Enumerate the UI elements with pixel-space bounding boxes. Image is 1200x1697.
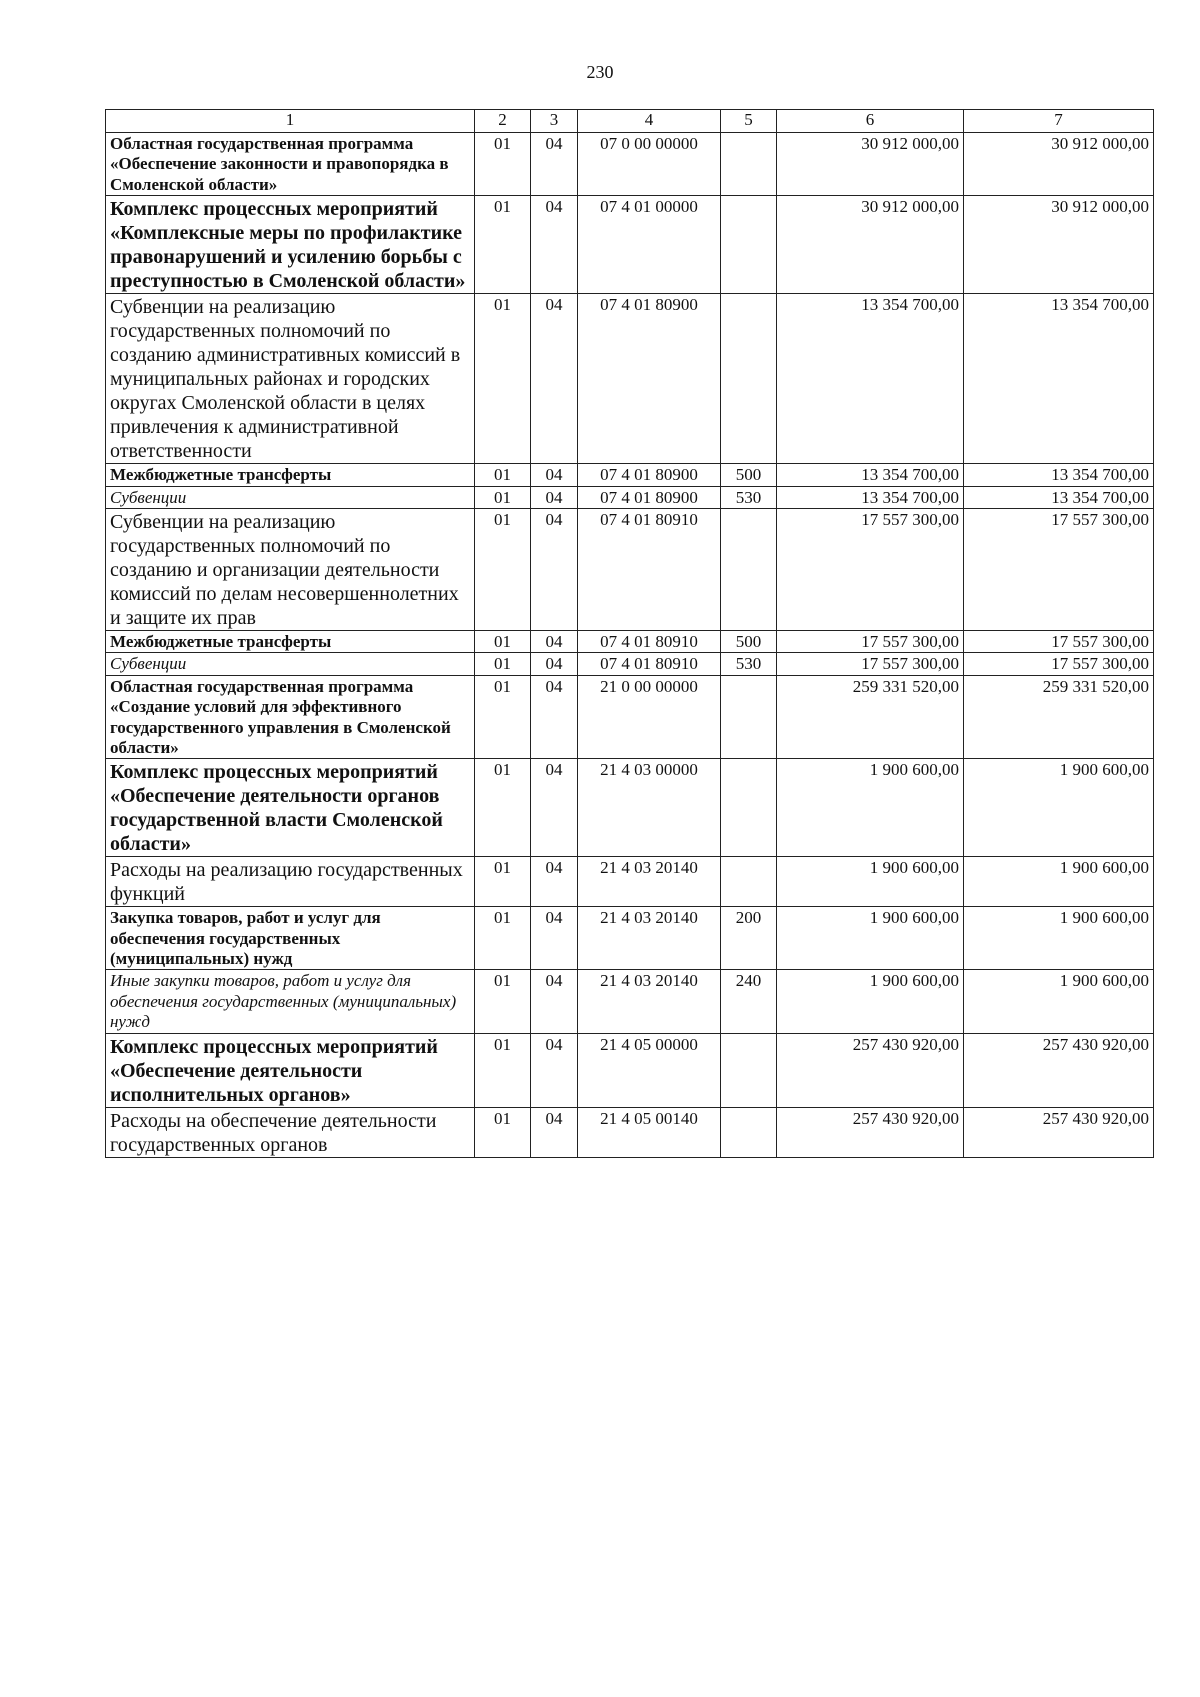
- subsection-code: 04: [531, 294, 578, 464]
- amount-year-1: 17 557 300,00: [777, 508, 964, 630]
- subsection-code: 04: [531, 1107, 578, 1157]
- row-name: Межбюджетные трансферты: [106, 630, 475, 652]
- amount-year-1: 13 354 700,00: [777, 294, 964, 464]
- subsection-code: 04: [531, 508, 578, 630]
- expense-type-code: 240: [721, 970, 777, 1033]
- amount-year-1: 30 912 000,00: [777, 196, 964, 294]
- expense-type-code: [721, 508, 777, 630]
- target-article-code: 21 4 03 20140: [578, 970, 721, 1033]
- subsection-code: 04: [531, 196, 578, 294]
- target-article-code: 21 4 05 00000: [578, 1033, 721, 1107]
- subsection-code: 04: [531, 630, 578, 652]
- table-row: [106, 759, 1154, 857]
- amount-year-2: 13 354 700,00: [964, 486, 1154, 508]
- amount-year-1: 259 331 520,00: [777, 675, 964, 759]
- amount-year-1: 17 557 300,00: [777, 630, 964, 652]
- row-name: Расходы на реализацию государственных функций: [106, 857, 475, 907]
- target-article-code: 21 4 03 20140: [578, 907, 721, 970]
- amount-year-2: 30 912 000,00: [964, 133, 1154, 196]
- amount-year-2: 257 430 920,00: [964, 1107, 1154, 1157]
- target-article-code: 07 4 01 80910: [578, 630, 721, 652]
- amount-year-2: 1 900 600,00: [964, 907, 1154, 970]
- amount-year-2: 1 900 600,00: [964, 857, 1154, 907]
- column-header: 7: [964, 110, 1154, 133]
- table-row: [106, 464, 1154, 486]
- row-name: Областная государственная программа «Создание условий для эффективного государственного управления в Смоленской области»: [106, 675, 475, 759]
- amount-year-2: 13 354 700,00: [964, 464, 1154, 486]
- target-article-code: 07 4 01 80910: [578, 653, 721, 675]
- amount-year-2: 17 557 300,00: [964, 508, 1154, 630]
- amount-year-2: 30 912 000,00: [964, 196, 1154, 294]
- section-code: 01: [475, 464, 531, 486]
- section-code: 01: [475, 675, 531, 759]
- subsection-code: 04: [531, 133, 578, 196]
- table-row: [106, 907, 1154, 970]
- page-number: 230: [586, 62, 614, 82]
- expense-type-code: [721, 857, 777, 907]
- expense-type-code: [721, 675, 777, 759]
- table-row: [106, 294, 1154, 464]
- row-name: Областная государственная программа «Обеспечение законности и правопорядка в Смоленской области»: [106, 133, 475, 196]
- subsection-code: 04: [531, 759, 578, 857]
- table-row: [106, 857, 1154, 907]
- amount-year-1: 1 900 600,00: [777, 970, 964, 1033]
- amount-year-1: 257 430 920,00: [777, 1107, 964, 1157]
- subsection-code: 04: [531, 970, 578, 1033]
- row-name: Субвенции: [106, 653, 475, 675]
- amount-year-2: 1 900 600,00: [964, 759, 1154, 857]
- table-row: [106, 133, 1154, 196]
- row-name: Комплекс процессных мероприятий «Комплексные меры по профилактике правонарушений и усилению борьбы с преступностью в Смоленской области»: [106, 196, 475, 294]
- expense-type-code: [721, 133, 777, 196]
- amount-year-1: 257 430 920,00: [777, 1033, 964, 1107]
- amount-year-2: 17 557 300,00: [964, 630, 1154, 652]
- subsection-code: 04: [531, 857, 578, 907]
- section-code: 01: [475, 857, 531, 907]
- amount-year-1: 1 900 600,00: [777, 907, 964, 970]
- target-article-code: 21 4 03 20140: [578, 857, 721, 907]
- table-row: [106, 630, 1154, 652]
- expense-type-code: [721, 1107, 777, 1157]
- table-row: [106, 486, 1154, 508]
- amount-year-2: 257 430 920,00: [964, 1033, 1154, 1107]
- section-code: 01: [475, 486, 531, 508]
- subsection-code: 04: [531, 653, 578, 675]
- row-name: Субвенции на реализацию государственных полномочий по созданию административных комиссий в муниципальных районах и городских округах Смоленской области в целях привлечения к административной ответственности: [106, 294, 475, 464]
- section-code: 01: [475, 1107, 531, 1157]
- target-article-code: 07 4 01 80900: [578, 464, 721, 486]
- target-article-code: 21 0 00 00000: [578, 675, 721, 759]
- amount-year-1: 30 912 000,00: [777, 133, 964, 196]
- row-name: Комплекс процессных мероприятий «Обеспечение деятельности исполнительных органов»: [106, 1033, 475, 1107]
- row-name: Закупка товаров, работ и услуг для обеспечения государственных (муниципальных) нужд: [106, 907, 475, 970]
- row-name: Расходы на обеспечение деятельности государственных органов: [106, 1107, 475, 1157]
- expense-type-code: [721, 294, 777, 464]
- column-header: 2: [475, 110, 531, 133]
- expense-type-code: 500: [721, 630, 777, 652]
- column-header: 4: [578, 110, 721, 133]
- section-code: 01: [475, 133, 531, 196]
- expense-type-code: 500: [721, 464, 777, 486]
- section-code: 01: [475, 630, 531, 652]
- subsection-code: 04: [531, 1033, 578, 1107]
- row-name: Иные закупки товаров, работ и услуг для обеспечения государственных (муниципальных) нужд: [106, 970, 475, 1033]
- table-row: [106, 653, 1154, 675]
- table-row: [106, 970, 1154, 1033]
- amount-year-2: 259 331 520,00: [964, 675, 1154, 759]
- table-row: [106, 508, 1154, 630]
- amount-year-1: 1 900 600,00: [777, 857, 964, 907]
- column-header: 5: [721, 110, 777, 133]
- section-code: 01: [475, 508, 531, 630]
- table-row: [106, 1033, 1154, 1107]
- target-article-code: 07 0 00 00000: [578, 133, 721, 196]
- section-code: 01: [475, 907, 531, 970]
- subsection-code: 04: [531, 464, 578, 486]
- table-row: [106, 675, 1154, 759]
- expense-type-code: 530: [721, 486, 777, 508]
- target-article-code: 21 4 03 00000: [578, 759, 721, 857]
- subsection-code: 04: [531, 907, 578, 970]
- row-name: Субвенции: [106, 486, 475, 508]
- column-header: 6: [777, 110, 964, 133]
- target-article-code: 07 4 01 80900: [578, 486, 721, 508]
- amount-year-1: 1 900 600,00: [777, 759, 964, 857]
- subsection-code: 04: [531, 675, 578, 759]
- subsection-code: 04: [531, 486, 578, 508]
- table-row: [106, 1107, 1154, 1157]
- target-article-code: 07 4 01 00000: [578, 196, 721, 294]
- row-name: Субвенции на реализацию государственных полномочий по созданию и организации деятельности комиссий по делам несовершеннолетних и защите их прав: [106, 508, 475, 630]
- section-code: 01: [475, 294, 531, 464]
- section-code: 01: [475, 759, 531, 857]
- expense-type-code: [721, 1033, 777, 1107]
- amount-year-1: 13 354 700,00: [777, 486, 964, 508]
- amount-year-1: 13 354 700,00: [777, 464, 964, 486]
- table-row: [106, 196, 1154, 294]
- budget-table: [105, 109, 1154, 1158]
- expense-type-code: [721, 196, 777, 294]
- column-header: 3: [531, 110, 578, 133]
- expense-type-code: 530: [721, 653, 777, 675]
- section-code: 01: [475, 196, 531, 294]
- row-name: Комплекс процессных мероприятий «Обеспечение деятельности органов государственной власти Смоленской области»: [106, 759, 475, 857]
- target-article-code: 07 4 01 80900: [578, 294, 721, 464]
- amount-year-2: 1 900 600,00: [964, 970, 1154, 1033]
- section-code: 01: [475, 653, 531, 675]
- expense-type-code: 200: [721, 907, 777, 970]
- section-code: 01: [475, 970, 531, 1033]
- column-header: 1: [106, 110, 475, 133]
- expense-type-code: [721, 759, 777, 857]
- target-article-code: 21 4 05 00140: [578, 1107, 721, 1157]
- column-number-row: [106, 110, 1154, 133]
- section-code: 01: [475, 1033, 531, 1107]
- amount-year-2: 13 354 700,00: [964, 294, 1154, 464]
- row-name: Межбюджетные трансферты: [106, 464, 475, 486]
- amount-year-1: 17 557 300,00: [777, 653, 964, 675]
- target-article-code: 07 4 01 80910: [578, 508, 721, 630]
- amount-year-2: 17 557 300,00: [964, 653, 1154, 675]
